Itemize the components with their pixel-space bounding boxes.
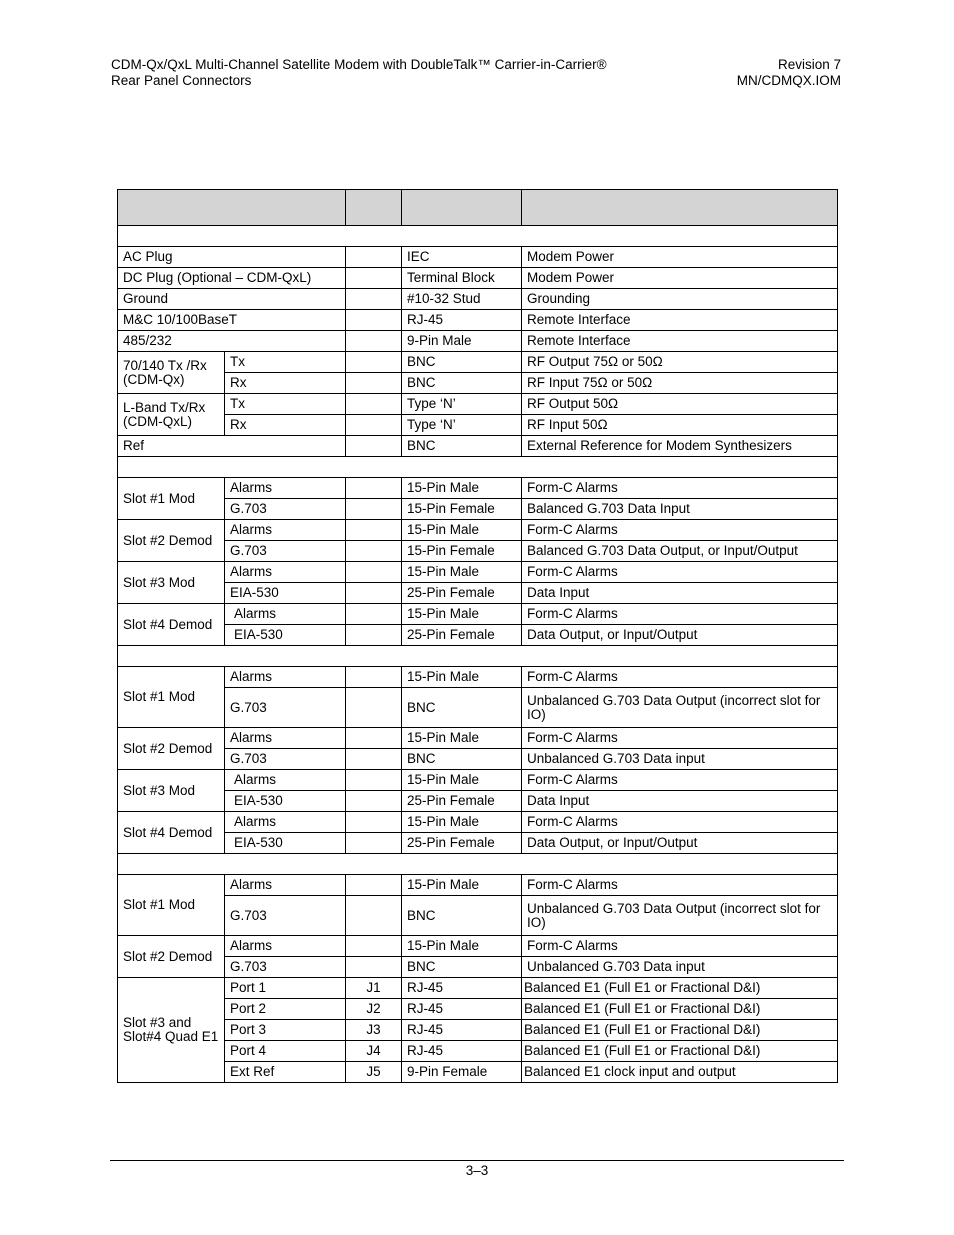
footer-rule — [110, 1160, 844, 1161]
connector-ref: J1 — [346, 978, 402, 999]
connector-group: Slot #1 Mod — [118, 875, 225, 936]
section-divider-row — [118, 646, 838, 667]
connector-ref — [346, 247, 402, 268]
connector-type: 15-Pin Female — [402, 499, 522, 520]
table-row — [118, 499, 838, 520]
connector-sub: Port 2 — [225, 999, 346, 1020]
connector-type: #10-32 Stud — [402, 289, 522, 310]
table-row — [118, 352, 838, 373]
connector-ref: J5 — [346, 1062, 402, 1083]
connector-name: DC Plug (Optional – CDM-QxL) — [118, 268, 346, 289]
connector-ref — [346, 268, 402, 289]
header-cell-type — [402, 190, 522, 226]
connector-type: BNC — [402, 373, 522, 394]
table-row — [118, 1020, 838, 1041]
connector-function: Balanced E1 (Full E1 or Fractional D&I) — [522, 978, 838, 999]
table-row — [118, 999, 838, 1020]
connector-type: Type ‘N’ — [402, 415, 522, 436]
connector-function: Form-C Alarms — [522, 812, 838, 833]
document-id: MN/CDMQX.IOM — [736, 73, 841, 88]
connector-function: Modem Power — [522, 247, 838, 268]
connector-ref — [346, 812, 402, 833]
connector-sub: Alarms — [225, 478, 346, 499]
connector-ref — [346, 520, 402, 541]
connector-type: 15-Pin Male — [402, 936, 522, 957]
connector-sub: Alarms — [225, 936, 346, 957]
connector-type: 9-Pin Female — [402, 1062, 522, 1083]
connector-name: M&C 10/100BaseT — [118, 310, 346, 331]
connector-function: Unbalanced G.703 Data Output (incorrect slot for IO) — [522, 896, 838, 936]
connector-group: Slot #4 Demod — [118, 604, 225, 646]
table-row — [118, 247, 838, 268]
header-left — [111, 57, 607, 89]
connector-ref: J4 — [346, 1041, 402, 1062]
connector-ref — [346, 499, 402, 520]
table-row — [118, 310, 838, 331]
connector-type: BNC — [402, 957, 522, 978]
section-divider-row — [118, 854, 838, 875]
connector-function: Remote Interface — [522, 310, 838, 331]
connector-sub: Rx — [225, 373, 346, 394]
table-row — [118, 625, 838, 646]
connector-sub: Ext Ref — [225, 1062, 346, 1083]
connector-type: 25-Pin Female — [402, 833, 522, 854]
connector-function: Balanced E1 clock input and output — [522, 1062, 838, 1083]
table-row — [118, 289, 838, 310]
connector-function: RF Output 50Ω — [522, 394, 838, 415]
table-row — [118, 520, 838, 541]
connector-function: Form-C Alarms — [522, 520, 838, 541]
connector-function: Form-C Alarms — [522, 936, 838, 957]
connector-type: RJ-45 — [402, 999, 522, 1020]
connector-function: Form-C Alarms — [522, 770, 838, 791]
connector-function: Form-C Alarms — [522, 604, 838, 625]
connector-sub: Alarms — [225, 667, 346, 688]
table-row — [118, 415, 838, 436]
connector-group: Slot #3 Mod — [118, 770, 225, 812]
header-right — [737, 57, 841, 89]
section-divider-row — [118, 226, 838, 247]
section-divider — [118, 457, 838, 478]
table-row — [118, 562, 838, 583]
table-row — [118, 604, 838, 625]
connector-type: 15-Pin Male — [402, 520, 522, 541]
connector-function: Unbalanced G.703 Data Output (incorrect slot for IO) — [522, 688, 838, 728]
connector-sub: EIA-530 — [225, 791, 346, 812]
connector-name: Ground — [118, 289, 346, 310]
connector-function: RF Input 50Ω — [522, 415, 838, 436]
connector-group: Slot #3 Mod — [118, 562, 225, 604]
connector-type: 15-Pin Male — [402, 478, 522, 499]
table-row — [118, 875, 838, 896]
connector-sub: Tx — [225, 352, 346, 373]
header-cell-name — [118, 190, 346, 226]
connector-function: RF Output 75Ω or 50Ω — [522, 352, 838, 373]
connector-type: 15-Pin Male — [402, 562, 522, 583]
connector-ref — [346, 310, 402, 331]
connector-function: Remote Interface — [522, 331, 838, 352]
connector-ref — [346, 373, 402, 394]
table-row — [118, 936, 838, 957]
connector-name: Ref — [118, 436, 346, 457]
connector-type: RJ-45 — [402, 1041, 522, 1062]
table-row — [118, 373, 838, 394]
connector-function: Balanced G.703 Data Output, or Input/Output — [522, 541, 838, 562]
table-row — [118, 791, 838, 812]
section-divider-row — [118, 457, 838, 478]
connector-ref — [346, 936, 402, 957]
connector-ref — [346, 562, 402, 583]
connector-sub: Alarms — [225, 875, 346, 896]
connector-sub: G.703 — [225, 957, 346, 978]
connector-function: Data Output, or Input/Output — [522, 625, 838, 646]
connector-group: Slot #1 Mod — [118, 478, 225, 520]
connector-ref — [346, 478, 402, 499]
connector-function: Balanced E1 (Full E1 or Fractional D&I) — [522, 999, 838, 1020]
table-row — [118, 667, 838, 688]
connector-sub: Alarms — [225, 520, 346, 541]
table-row — [118, 583, 838, 604]
connector-sub: G.703 — [225, 749, 346, 770]
connector-ref — [346, 541, 402, 562]
connector-sub: Rx — [225, 415, 346, 436]
connector-function: RF Input 75Ω or 50Ω — [522, 373, 838, 394]
connector-function: External Reference for Modem Synthesizers — [522, 436, 838, 457]
connector-function: Form-C Alarms — [522, 728, 838, 749]
connector-type: BNC — [402, 749, 522, 770]
connector-type: Type ‘N’ — [402, 394, 522, 415]
connector-ref — [346, 289, 402, 310]
connector-group: L-Band Tx/Rx (CDM-QxL) — [118, 394, 225, 436]
connector-function: Unbalanced G.703 Data input — [522, 957, 838, 978]
table-row — [118, 957, 838, 978]
connector-type: 25-Pin Female — [402, 625, 522, 646]
connector-type: 15-Pin Male — [402, 728, 522, 749]
connector-name: AC Plug — [118, 247, 346, 268]
connector-type: 15-Pin Male — [402, 604, 522, 625]
connector-ref — [346, 583, 402, 604]
table-row — [118, 833, 838, 854]
connector-function: Form-C Alarms — [522, 875, 838, 896]
connector-function: Balanced G.703 Data Input — [522, 499, 838, 520]
table-row — [118, 268, 838, 289]
connector-type: 9-Pin Male — [402, 331, 522, 352]
connector-type: Terminal Block — [402, 268, 522, 289]
connector-sub: Alarms — [225, 562, 346, 583]
connector-ref — [346, 604, 402, 625]
connector-function: Grounding — [522, 289, 838, 310]
connector-type: RJ-45 — [402, 1020, 522, 1041]
connector-type: 25-Pin Female — [402, 583, 522, 604]
table-header-row — [118, 190, 838, 226]
connector-type: BNC — [402, 688, 522, 728]
connector-sub: Alarms — [225, 728, 346, 749]
connector-type: BNC — [402, 352, 522, 373]
connector-type: BNC — [402, 896, 522, 936]
connector-ref — [346, 749, 402, 770]
table-row — [118, 978, 838, 999]
connector-function: Data Input — [522, 791, 838, 812]
connector-ref — [346, 667, 402, 688]
connector-function: Form-C Alarms — [522, 667, 838, 688]
connector-table — [117, 189, 838, 1083]
connector-type: 15-Pin Male — [402, 812, 522, 833]
section-title: Rear Panel Connectors — [111, 73, 252, 88]
table-row — [118, 728, 838, 749]
connector-type: 25-Pin Female — [402, 791, 522, 812]
connector-type: RJ-45 — [402, 310, 522, 331]
connector-ref — [346, 791, 402, 812]
table-row — [118, 394, 838, 415]
connector-type: RJ-45 — [402, 978, 522, 999]
connector-sub: EIA-530 — [225, 625, 346, 646]
connector-ref — [346, 957, 402, 978]
connector-function: Balanced E1 (Full E1 or Fractional D&I) — [522, 1041, 838, 1062]
connector-sub: Port 3 — [225, 1020, 346, 1041]
table-row — [118, 436, 838, 457]
revision-label: Revision 7 — [777, 57, 841, 72]
table-row — [118, 478, 838, 499]
connector-name: 485/232 — [118, 331, 346, 352]
connector-ref: J3 — [346, 1020, 402, 1041]
connector-ref — [346, 625, 402, 646]
connector-type: IEC — [402, 247, 522, 268]
table-row — [118, 1041, 838, 1062]
header-cell-ref — [346, 190, 402, 226]
connector-ref — [346, 415, 402, 436]
connector-ref — [346, 331, 402, 352]
connector-sub: G.703 — [225, 896, 346, 936]
connector-group: Slot #2 Demod — [118, 520, 225, 562]
connector-function: Data Input — [522, 583, 838, 604]
connector-function: Form-C Alarms — [522, 478, 838, 499]
connector-ref — [346, 394, 402, 415]
connector-ref — [346, 688, 402, 728]
table-row — [118, 770, 838, 791]
connector-ref: J2 — [346, 999, 402, 1020]
table-row — [118, 541, 838, 562]
connector-ref — [346, 436, 402, 457]
connector-sub: Alarms — [225, 604, 346, 625]
table-row — [118, 749, 838, 770]
connector-group: Slot #2 Demod — [118, 728, 225, 770]
connector-function: Form-C Alarms — [522, 562, 838, 583]
connector-ref — [346, 896, 402, 936]
header-cell-function — [522, 190, 838, 226]
connector-sub: G.703 — [225, 541, 346, 562]
connector-function: Data Output, or Input/Output — [522, 833, 838, 854]
connector-sub: G.703 — [225, 688, 346, 728]
connector-group: Slot #2 Demod — [118, 936, 225, 978]
connector-type: 15-Pin Female — [402, 541, 522, 562]
connector-function: Balanced E1 (Full E1 or Fractional D&I) — [522, 1020, 838, 1041]
table-row — [118, 331, 838, 352]
section-divider — [118, 646, 838, 667]
connector-type: 15-Pin Male — [402, 875, 522, 896]
connector-type: 15-Pin Male — [402, 770, 522, 791]
connector-sub: Port 4 — [225, 1041, 346, 1062]
connector-ref — [346, 352, 402, 373]
table-row — [118, 1062, 838, 1083]
table-row — [118, 896, 838, 936]
connector-function: Modem Power — [522, 268, 838, 289]
connector-group: Slot #1 Mod — [118, 667, 225, 728]
document-title: CDM-Qx/QxL Multi-Channel Satellite Modem with DoubleTalk™ Carrier-in-Carrier® — [111, 57, 607, 72]
connector-sub: Port 1 — [225, 978, 346, 999]
connector-sub: Alarms — [225, 770, 346, 791]
connector-sub: EIA-530 — [225, 833, 346, 854]
connector-type: 15-Pin Male — [402, 667, 522, 688]
table-row — [118, 812, 838, 833]
connector-sub: Alarms — [225, 812, 346, 833]
table-row — [118, 688, 838, 728]
connector-function: Unbalanced G.703 Data input — [522, 749, 838, 770]
connector-ref — [346, 728, 402, 749]
connector-type: BNC — [402, 436, 522, 457]
page-number: 3–3 — [465, 1163, 489, 1178]
connector-ref — [346, 875, 402, 896]
connector-sub: EIA-530 — [225, 583, 346, 604]
connector-sub: Tx — [225, 394, 346, 415]
connector-ref — [346, 833, 402, 854]
connector-ref — [346, 770, 402, 791]
section-divider — [118, 226, 838, 247]
connector-group: Slot #3 and Slot#4 Quad E1 — [118, 978, 225, 1083]
section-divider — [118, 854, 838, 875]
connector-sub: G.703 — [225, 499, 346, 520]
connector-group: Slot #4 Demod — [118, 812, 225, 854]
connector-group: 70/140 Tx /Rx (CDM-Qx) — [118, 352, 225, 394]
